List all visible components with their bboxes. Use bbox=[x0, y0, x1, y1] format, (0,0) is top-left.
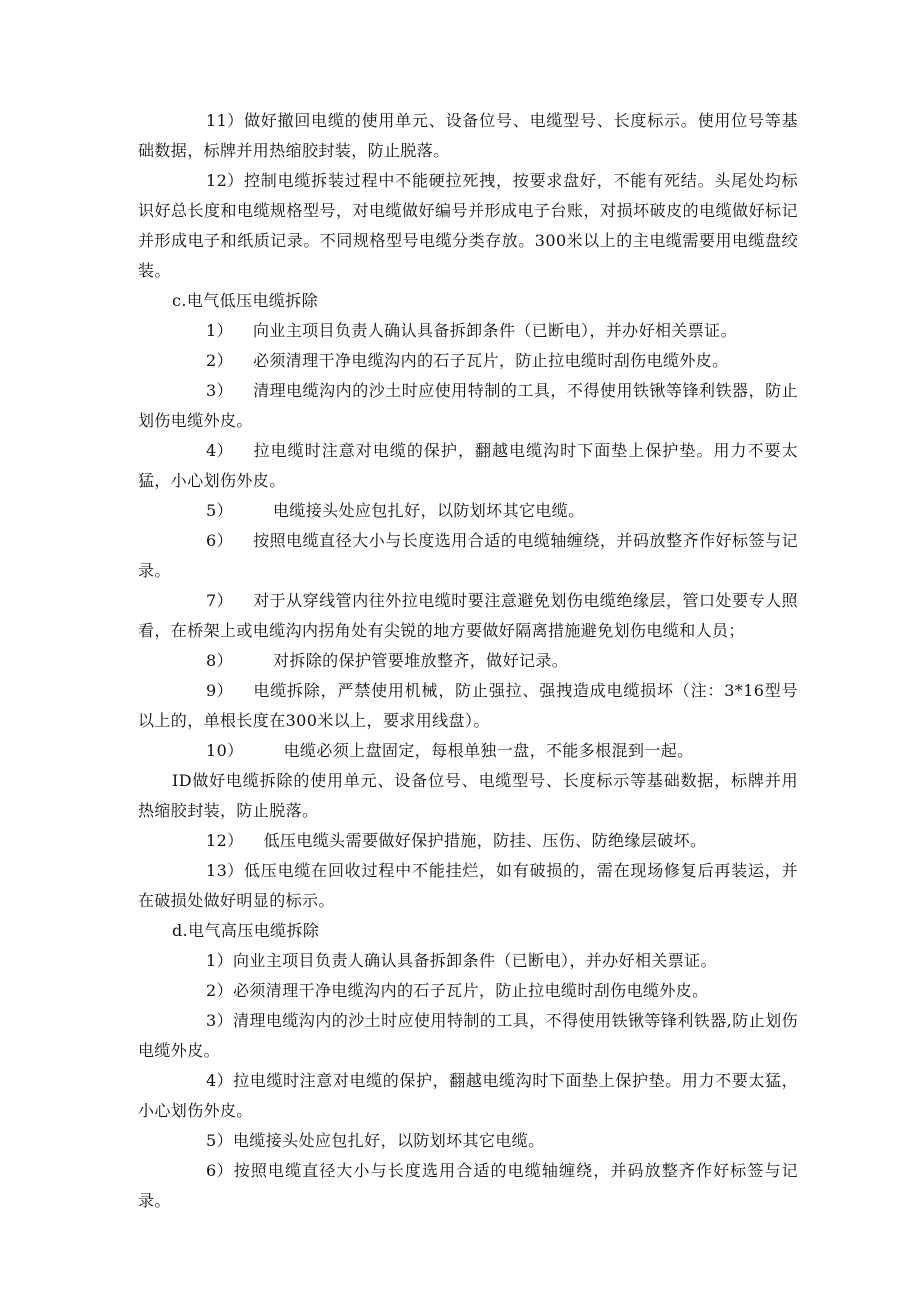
low-voltage-item-7 bbox=[138, 586, 798, 646]
item-number: 1） bbox=[206, 321, 233, 340]
paragraph-text: 电缆拆除，严禁使用机械，防止强拉、强拽造成电缆损坏（注：3*16型号以上的，单根长度在300米以上，要求用线盘）。 bbox=[138, 681, 798, 730]
high-voltage-item-6 bbox=[138, 1156, 798, 1216]
item-number: 10） bbox=[206, 741, 244, 760]
high-voltage-item-5 bbox=[138, 1126, 798, 1156]
item-number: 7） bbox=[206, 591, 233, 610]
item-number: 3） bbox=[206, 1011, 233, 1030]
section-heading-c: c.电气低压电缆拆除 bbox=[172, 291, 319, 310]
item-number: 5） bbox=[206, 1131, 233, 1150]
paragraph-text: 清理电缆沟内的沙土时应使用特制的工具，不得使用铁锹等锋利铁器,防止划伤电缆外皮。 bbox=[138, 1011, 798, 1060]
low-voltage-item-9 bbox=[138, 676, 798, 736]
paragraph-text: 拉电缆时注意对电缆的保护，翻越电缆沟时下面垫上保护垫。用力不要太猛，小心划伤外皮。 bbox=[138, 441, 798, 490]
paragraph-11 bbox=[138, 106, 798, 166]
item-number: 13） bbox=[206, 861, 244, 880]
low-voltage-item-5 bbox=[138, 496, 798, 526]
paragraph-text: 做好撤回电缆的使用单元、设备位号、电缆型号、长度标示。使用位号等基础数据，标牌并用热缩胶封装，防止脱落。 bbox=[138, 111, 798, 160]
item-number: 1） bbox=[206, 951, 233, 970]
paragraph-text: 拉电缆时注意对电缆的保护，翻越电缆沟时下面垫上保护垫。用力不要太猛，小心划伤外皮。 bbox=[138, 1071, 798, 1120]
low-voltage-item-10 bbox=[138, 736, 798, 766]
paragraph-text: 电缆接头处应包扎好，以防划坏其它电缆。 bbox=[272, 501, 585, 520]
low-voltage-item-2 bbox=[138, 346, 798, 376]
paragraph-text: 控制电缆拆装过程中不能硬拉死拽，按要求盘好，不能有死结。头尾处均标识好总长度和电缆规格型号，对电缆做好编号并形成电子台账，对损坏破皮的电缆做好标记并形成电子和纸质记录。不同规格型号电缆分类存放。300米以上的主电缆需要用电缆盘绞装。 bbox=[138, 171, 798, 280]
paragraph-text: 必须清理干净电缆沟内的石子瓦片，防止拉电缆时刮伤电缆外皮。 bbox=[252, 351, 729, 370]
paragraph-text: 对拆除的保护管要堆放整齐，做好记录。 bbox=[272, 651, 569, 670]
item-number: 2） bbox=[206, 351, 233, 370]
document-body bbox=[138, 106, 798, 1216]
item-number: 12） bbox=[206, 831, 244, 850]
item-number: 8） bbox=[206, 651, 233, 670]
item-number: 5） bbox=[206, 501, 233, 520]
item-number: 3） bbox=[206, 381, 233, 400]
low-voltage-item-4 bbox=[138, 436, 798, 496]
paragraph-text: 清理电缆沟内的沙土时应使用特制的工具，不得使用铁锹等锋利铁器，防止划伤电缆外皮。 bbox=[138, 381, 798, 430]
high-voltage-item-4 bbox=[138, 1066, 798, 1126]
low-voltage-item-13 bbox=[138, 856, 798, 916]
paragraph-text: 必须清理干净电缆沟内的石子瓦片，防止拉电缆时刮伤电缆外皮。 bbox=[232, 981, 709, 1000]
high-voltage-item-3 bbox=[138, 1006, 798, 1066]
item-number: 2） bbox=[206, 981, 233, 1000]
paragraph-text: 低压电缆头需要做好保护措施，防挂、压伤、防绝缘层破坏。 bbox=[263, 831, 707, 850]
section-heading-d: d.电气高压电缆拆除 bbox=[172, 921, 320, 940]
item-number: 12） bbox=[206, 171, 244, 190]
low-voltage-item-1 bbox=[138, 316, 798, 346]
high-voltage-item-1 bbox=[138, 946, 798, 976]
paragraph-text: 低压电缆在回收过程中不能挂烂，如有破损的，需在现场修复后再装运，并在破损处做好明显的标示。 bbox=[138, 861, 798, 910]
item-number: 4） bbox=[206, 441, 233, 460]
low-voltage-item-11 bbox=[138, 766, 798, 826]
paragraph-text: 电缆必须上盘固定，每根单独一盘，不能多根混到一起。 bbox=[283, 741, 694, 760]
paragraph-text: 对于从穿线管内往外拉电缆时要注意避免划伤电缆绝缘层，管口处要专人照看，在桥架上或电缆沟内拐角处有尖锐的地方要做好隔离措施避免划伤电缆和人员； bbox=[138, 591, 798, 640]
item-number: 4） bbox=[206, 1071, 233, 1090]
paragraph-text: 向业主项目负责人确认具备拆卸条件（已断电），并办好相关票证。 bbox=[232, 951, 717, 970]
paragraph-text: 按照电缆直径大小与长度选用合适的电缆轴缠绕，并码放整齐作好标签与记录。 bbox=[138, 531, 798, 580]
paragraph-text: 电缆接头处应包扎好，以防划坏其它电缆。 bbox=[232, 1131, 545, 1150]
item-number: 6） bbox=[206, 1161, 233, 1180]
low-voltage-item-3 bbox=[138, 376, 798, 436]
paragraph-text: 向业主项目负责人确认具备拆卸条件（已断电），并办好相关票证。 bbox=[252, 321, 737, 340]
low-voltage-item-6 bbox=[138, 526, 798, 586]
high-voltage-item-2 bbox=[138, 976, 798, 1006]
item-number: 11） bbox=[206, 111, 244, 130]
item-number: 9） bbox=[206, 681, 233, 700]
paragraph-text: 按照电缆直径大小与长度选用合适的电缆轴缠绕，并码放整齐作好标签与记录。 bbox=[138, 1161, 798, 1210]
low-voltage-item-8 bbox=[138, 646, 798, 676]
paragraph-12 bbox=[138, 166, 798, 286]
item-number: 6） bbox=[206, 531, 233, 550]
paragraph-text: ID做好电缆拆除的使用单元、设备位号、电缆型号、长度标示等基础数据，标牌并用热缩胶封装，防止脱落。 bbox=[138, 771, 798, 820]
low-voltage-item-12 bbox=[138, 826, 798, 856]
